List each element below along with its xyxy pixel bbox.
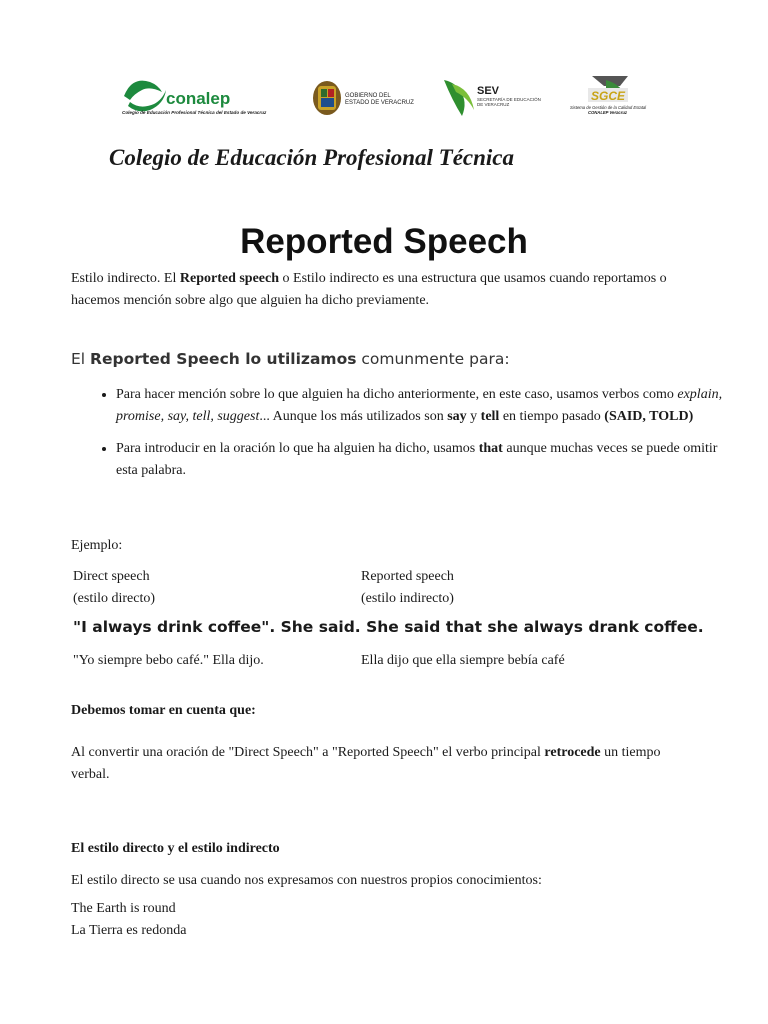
earth-example-en: The Earth is round (71, 901, 176, 916)
conalep-logo (122, 81, 267, 115)
document-title: Reported Speech (240, 222, 528, 261)
gobierno-text-line1: GOBIERNO DEL (345, 93, 391, 99)
note-heading: Debemos tomar en cuenta que: (71, 703, 256, 718)
sgce-subtext-line1: Sistema de Gestión de la Calidad Estatal (570, 105, 647, 110)
logo-bar (0, 70, 768, 125)
section-heading: El estilo directo y el estilo indirecto (71, 841, 280, 856)
subheading-post: comunmente para: (356, 350, 510, 368)
note-text-post: un tiempo verbal. (71, 745, 661, 782)
bullet1-text2: ... Aunque los más utilizados son (259, 409, 448, 424)
bullet1-bold-tell: tell (480, 409, 500, 424)
sgce-subtext-line2: CONALEP Veracruz (588, 110, 628, 115)
institution-title: Colegio de Educación Profesional Técnica (109, 145, 515, 170)
usage-list (71, 384, 736, 492)
bullet1-text4: en tiempo pasado (499, 409, 605, 424)
direct-speech-header-line2: (estilo directo) (73, 591, 156, 606)
list-item (116, 438, 736, 482)
sev-subtext-line1: SECRETARÍA DE EDUCACIÓN (477, 97, 541, 102)
bullet2-text1: Para introducir en la oración lo que ha alguien ha dicho, usamos (116, 441, 479, 456)
gobierno-veracruz-logo (313, 81, 414, 115)
subheading-bold1: Reported Speech (90, 350, 240, 368)
bullet1-italic: explain, promise, say, tell, suggest (116, 387, 723, 424)
bullet2-text2: aunque muchas veces se puede omitir esta palabra. (116, 441, 718, 478)
sgce-logo-text: SGCE (591, 89, 626, 103)
reported-speech-header (361, 566, 454, 610)
intro-text-pre: Estilo indirecto. El (71, 271, 180, 286)
bullet1-bold-say: say (447, 409, 467, 424)
note-text-bold: retrocede (544, 745, 601, 760)
reported-speech-header-line2: (estilo indirecto) (361, 591, 454, 606)
note-paragraph (71, 742, 691, 786)
spanish-direct-example: "Yo siempre bebo café." Ella dijo. (73, 653, 264, 668)
english-example-row: "I always drink coffee". She said. She said that she always drank coffee. (73, 618, 704, 636)
bullet1-text3: y (466, 409, 481, 424)
intro-paragraph (71, 268, 691, 312)
direct-speech-header-line1: Direct speech (73, 569, 150, 584)
reported-speech-header-line1: Reported speech (361, 569, 454, 584)
logo-bar-graphic (0, 70, 768, 125)
usage-subheading (71, 350, 510, 368)
subheading-pre: El (71, 350, 91, 368)
bullet1-text1: Para hacer mención sobre lo que alguien ha dicho anteriormente, en este caso, usamos verbos como (116, 387, 678, 402)
intro-text-bold: Reported speech (179, 271, 280, 286)
list-item (116, 384, 736, 428)
bullet2-bold-that: that (478, 441, 503, 456)
sev-logo-text: SEV (477, 85, 500, 97)
sev-logo (444, 80, 541, 116)
spanish-reported-example: Ella dijo que ella siempre bebía café (361, 653, 565, 668)
bullet1-bold-said-told: (SAID, TOLD) (604, 409, 694, 424)
intro-text-post: o Estilo indirecto es una estructura que usamos cuando reportamos o hacemos mención sobre algo que alguien ha dicho previamente. (71, 271, 667, 308)
direct-speech-header (73, 566, 155, 610)
earth-example (71, 898, 186, 942)
section-paragraph: El estilo directo se usa cuando nos expresamos con nuestros propios conocimientos: (71, 873, 542, 888)
note-text-pre: Al convertir una oración de "Direct Speech" a "Reported Speech" el verbo principal (71, 745, 545, 760)
gobierno-text-line2: ESTADO DE VERACRUZ (345, 100, 414, 106)
conalep-logo-text: conalep (166, 89, 231, 108)
example-label: Ejemplo: (71, 538, 123, 553)
subheading-bold2: lo utilizamos (239, 350, 357, 368)
conalep-logo-subtext: Colegio de Educación Profesional Técnica del Estado de Veracruz (122, 110, 267, 115)
sev-subtext-line2: DE VERACRUZ (477, 102, 510, 107)
sgce-logo (570, 76, 647, 115)
earth-example-es: La Tierra es redonda (71, 923, 187, 938)
